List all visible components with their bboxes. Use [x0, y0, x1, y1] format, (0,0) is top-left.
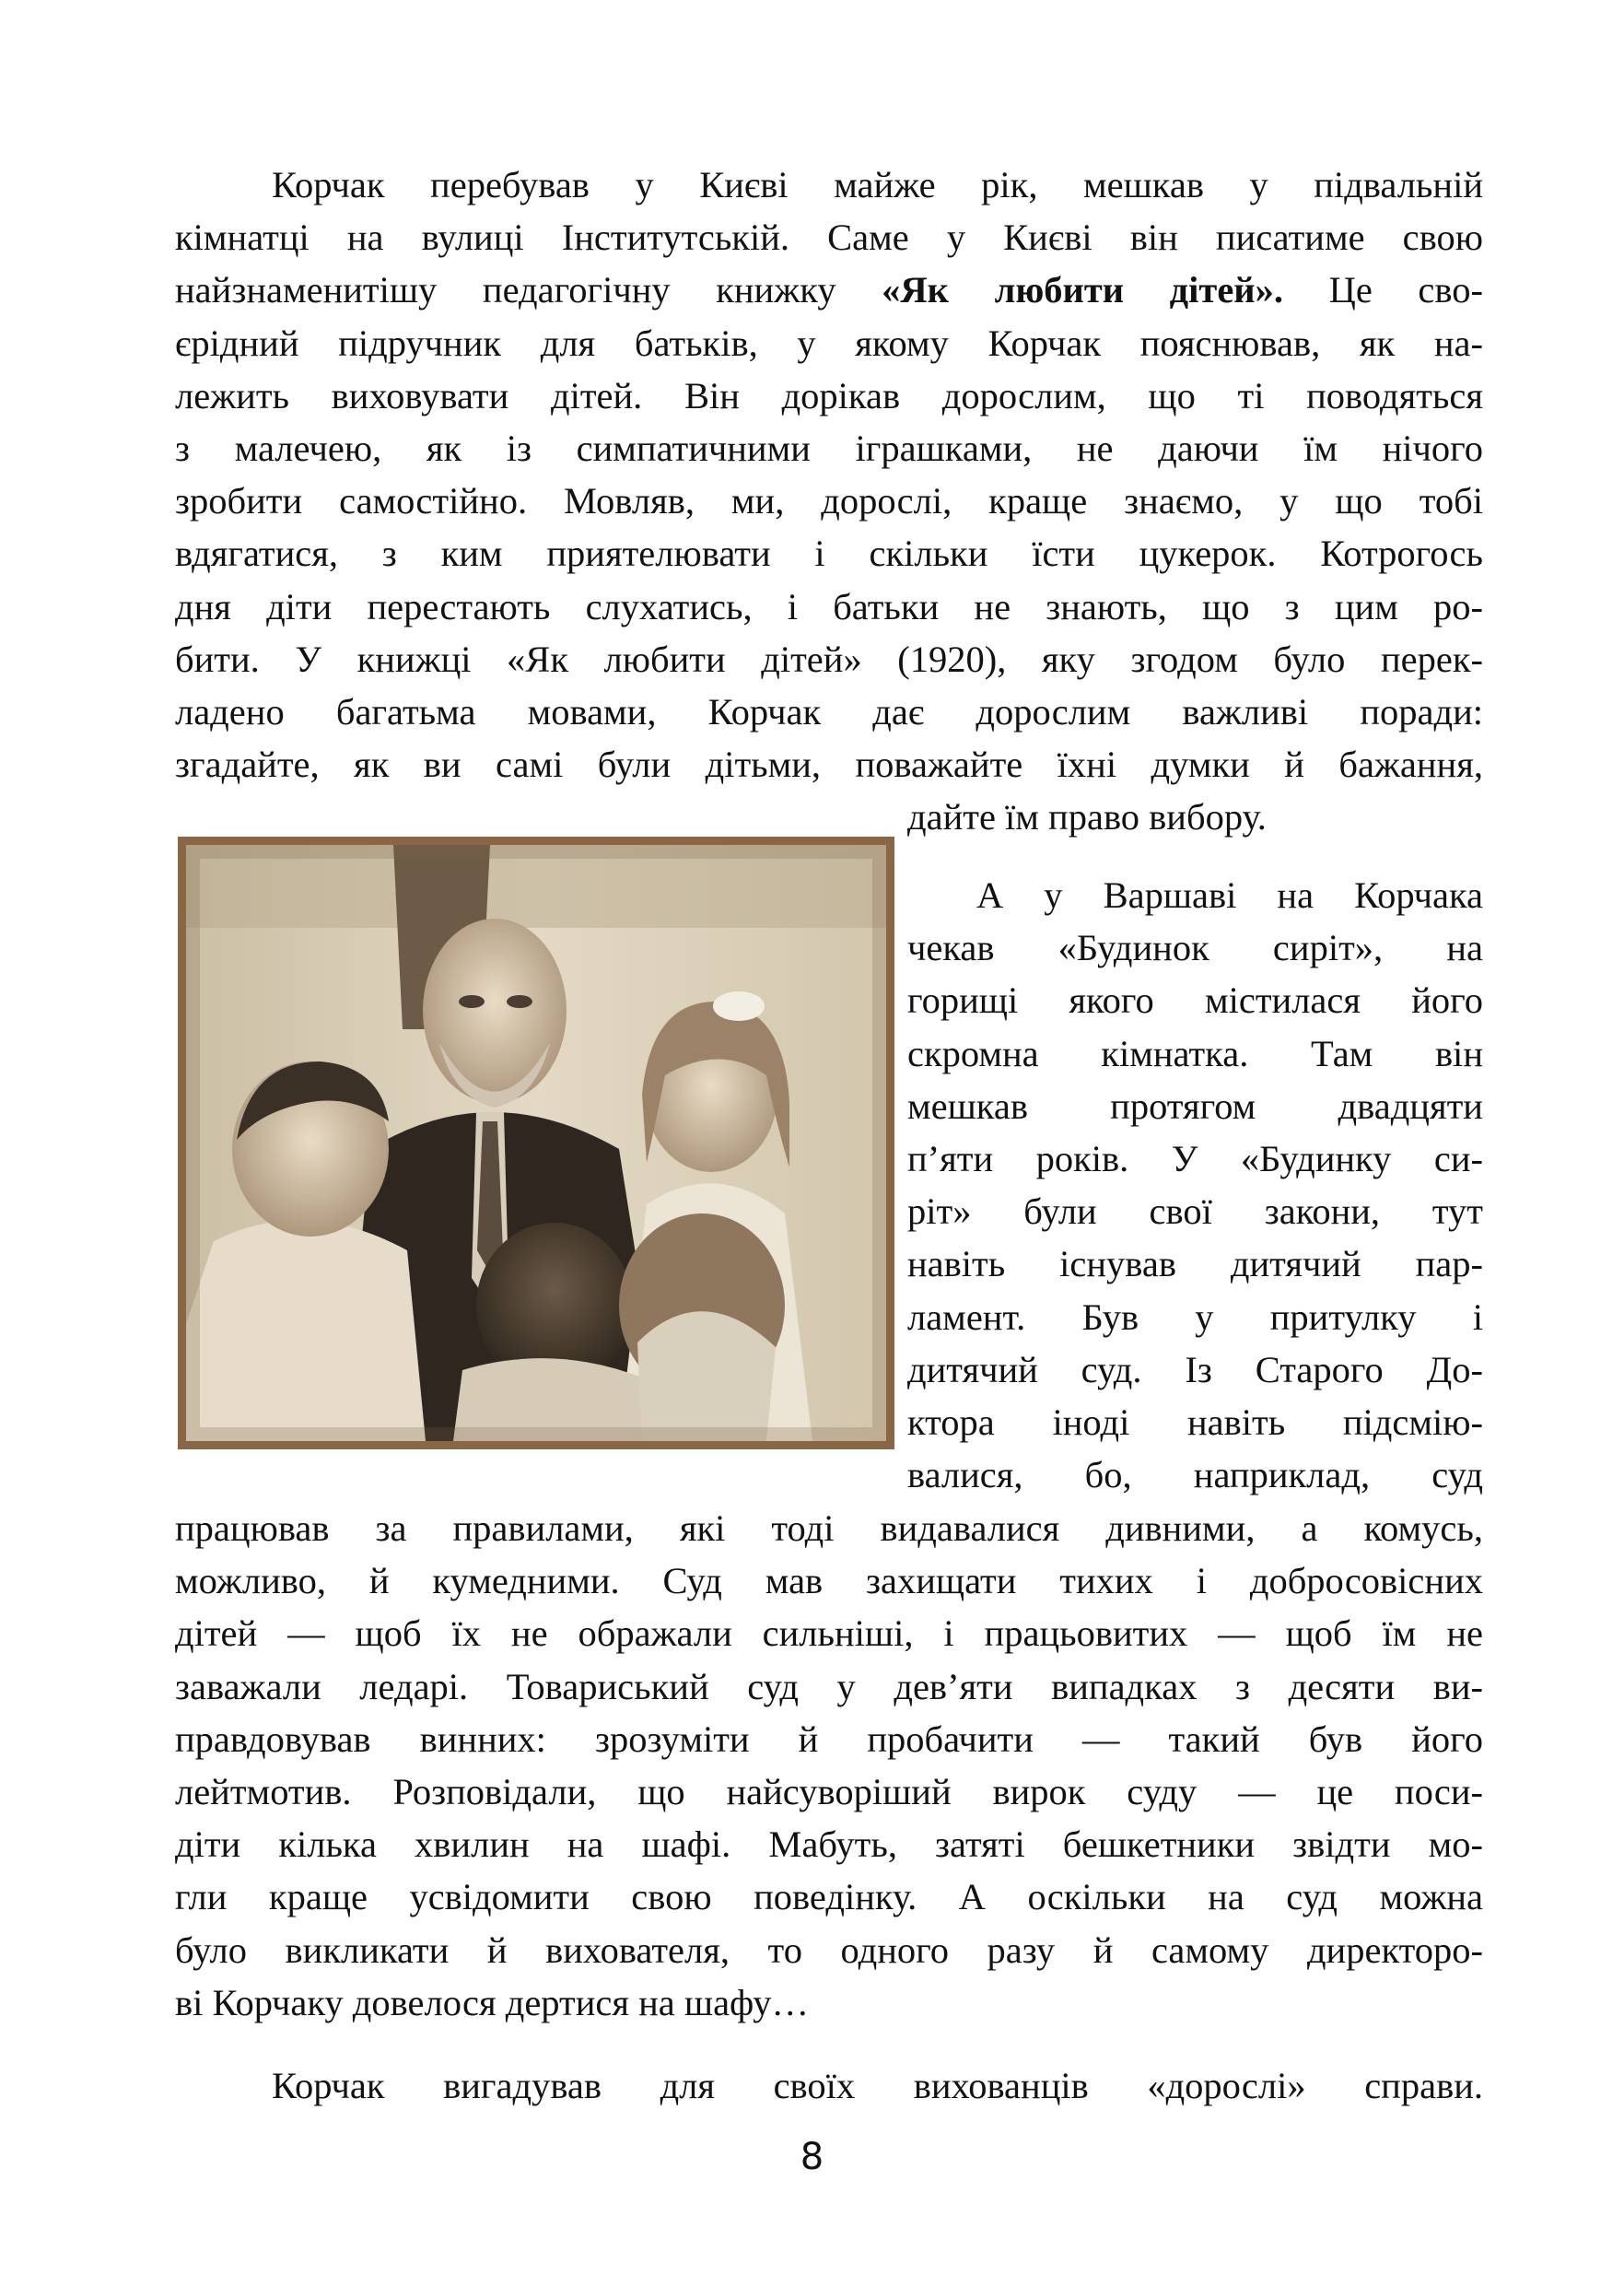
text-line [175, 264, 1483, 316]
photo-image [186, 845, 886, 1441]
book-title: «Як любити дітей». [882, 269, 1284, 311]
text-line: заважали ледарі. Товариський суд у дев’яти випадках з десяти ви- [175, 1665, 1483, 1707]
text-line: Корчак перебував у Києві майже рік, мешкав у підвальній [272, 164, 1483, 205]
text-line: було викликати й вихователя, то одного разу й самому директоро- [175, 1928, 1483, 1971]
page-number: 8 [800, 2136, 824, 2178]
text-line: скромна кімнатка. Там він [907, 1032, 1483, 1074]
text-line: ладено багатьма мовами, Корчак дає дорослим важливі поради: [175, 690, 1483, 733]
text-line: діти кілька хвилин на шафі. Мабуть, затяті бешкетники звідти мо- [175, 1823, 1483, 1866]
text-line: А у Варшаві на Корчака [976, 874, 1483, 916]
text-line: валися, бо, наприклад, суд [907, 1454, 1483, 1496]
text-line: ві Корчаку довелося дертися на шафу… [175, 1981, 810, 2023]
paragraph-2-wrap [907, 869, 1483, 1501]
photograph-korczak-with-children [178, 837, 894, 1449]
text-line: мешкав протягом двадцяти [907, 1084, 1483, 1127]
text-line: лежить виховувати дітей. Він дорікав дорослим, що ті поводяться [175, 374, 1483, 416]
text-line: вдягатися, з ким приятелювати і скільки їсти цукерок. Котрогось [175, 533, 1483, 575]
text-line: дітей — щоб їх не ображали сильніші, і працьовитих — щоб їм не [175, 1612, 1483, 1655]
text-line: ктора іноді навіть підсмію- [907, 1401, 1483, 1443]
text-line: гли краще усвідомити свою поведінку. А оскільки на суд можна [175, 1876, 1483, 1918]
text-line: ламент. Був у притулку і [907, 1295, 1483, 1338]
text-line: можливо, й кумедними. Суд мав захищати тихих і добросовісних [175, 1560, 1483, 1602]
text-line: горищі якого містилася його [907, 979, 1483, 1022]
text-line: єрідний підручник для батьків, у якому Корчак пояснював, як на- [175, 322, 1483, 364]
paragraph-1 [175, 158, 1483, 791]
text-line: навіть існував дитячий пар- [907, 1243, 1483, 1285]
text-segment: найзнаменитішу педагогічну книжку [175, 269, 882, 311]
text-line: п’яти років. У «Будинку си- [907, 1137, 1483, 1179]
text-line: зробити самостійно. Мовляв, ми, дорослі, краще знаємо, у що тобі [175, 480, 1483, 522]
text-segment: Це сво- [1283, 269, 1483, 311]
text-line: правдовував винних: зрозуміти й пробачити — такий був його [175, 1717, 1483, 1760]
text-line: лейтмотив. Розповідали, що найсуворіший вирок суду — це поси- [175, 1770, 1483, 1812]
text-line: згадайте, як ви самі були дітьми, поважайте їхні думки й бажання, [175, 744, 1483, 786]
text-line: дня діти перестають слухатись, і батьки не знають, що з цим ро- [175, 585, 1483, 627]
text-line: бити. У книжці «Як любити дітей» (1920), яку згодом було перек- [175, 638, 1483, 680]
text-line: кімнатці на вулиці Інститутській. Саме у Києві він писатиме свою [175, 217, 1483, 259]
text-line: Корчак вигадував для своїх вихованців «дорослі» справи. [272, 2065, 1483, 2106]
text-line: дайте їм право вибору. [907, 796, 1267, 838]
text-line: дитячий суд. Із Старого До- [907, 1348, 1483, 1390]
paragraph-1-end [907, 791, 1483, 843]
text-line: ріт» були свої закони, тут [907, 1190, 1483, 1233]
text-line: чекав «Будинок сиріт», на [907, 927, 1483, 969]
paragraph-2-continued [175, 1502, 1483, 2029]
text-line: з малечею, як із симпатичними іграшками, не даючи їм нічого [175, 427, 1483, 469]
text-line: працював за правилами, які тоді видавалися дивними, а комусь, [175, 1507, 1483, 1549]
paragraph-3-text [175, 2059, 1483, 2112]
